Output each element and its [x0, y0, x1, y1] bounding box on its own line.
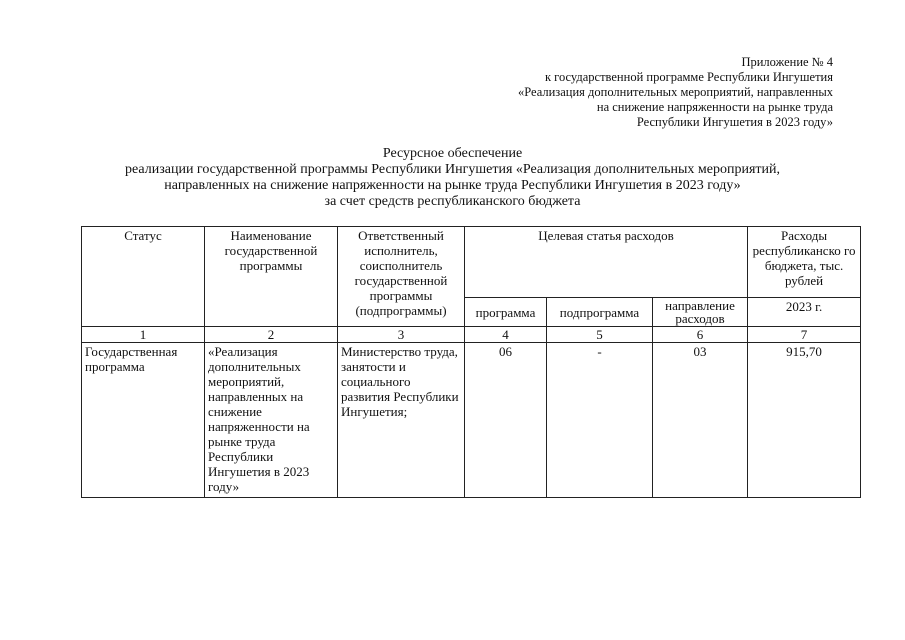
header-executor: Ответственный исполнитель, соисполнитель государственной программы (подпрограммы) [338, 227, 465, 327]
title-line: реализации государственной программы Республики Ингушетия «Реализация дополнительных мероприятий, [125, 162, 780, 177]
column-number-row [82, 327, 861, 343]
column-number: 5 [547, 327, 653, 343]
cell-program-name: «Реализация дополнительных мероприятий, направленных на снижение напряженности на рынке труда Республики Ингушетия в 2023 году» [205, 343, 338, 498]
table-row [82, 343, 861, 498]
column-number: 7 [748, 327, 861, 343]
header-subprogram: подпрограмма [547, 298, 653, 327]
appendix-number: Приложение № 4 [741, 55, 833, 69]
header-status: Статус [82, 227, 205, 327]
header-year: 2023 г. [748, 298, 861, 327]
document-title [40, 146, 865, 210]
header-expenses: Расходы республиканско го бюджета, тыс. рублей [748, 227, 861, 298]
column-number: 6 [653, 327, 748, 343]
title-line: направленных на снижение напряженности на рынке труда Республики Ингушетия в 2023 году» [164, 178, 741, 193]
title-line: за счет средств республиканского бюджета [324, 194, 581, 209]
column-number: 1 [82, 327, 205, 343]
cell-subprogram-code: - [547, 343, 653, 498]
column-number: 2 [205, 327, 338, 343]
cell-direction-code: 03 [653, 343, 748, 498]
cell-amount: 915,70 [748, 343, 861, 498]
title-line: Ресурсное обеспечение [382, 146, 523, 161]
header-name: Наименование государственной программы [205, 227, 338, 327]
resource-table [81, 226, 861, 498]
appendix-header [353, 55, 833, 130]
cell-program-code: 06 [465, 343, 547, 498]
header-target: Целевая статья расходов [465, 227, 748, 298]
cell-status: Государственная программа [82, 343, 205, 498]
cell-executor: Министерство труда, занятости и социального развития Республики Ингушетия; [338, 343, 465, 498]
header-program: программа [465, 298, 547, 327]
column-number: 4 [465, 327, 547, 343]
header-row [82, 227, 861, 298]
header-direction: направление расходов [653, 298, 748, 327]
appendix-line: Республики Ингушетия в 2023 году» [636, 115, 833, 129]
appendix-line: «Реализация дополнительных мероприятий, направленных [517, 85, 833, 99]
column-number: 3 [338, 327, 465, 343]
appendix-line: на снижение напряженности на рынке труда [596, 100, 833, 114]
appendix-line: к государственной программе Республики Ингушетия [544, 70, 833, 84]
